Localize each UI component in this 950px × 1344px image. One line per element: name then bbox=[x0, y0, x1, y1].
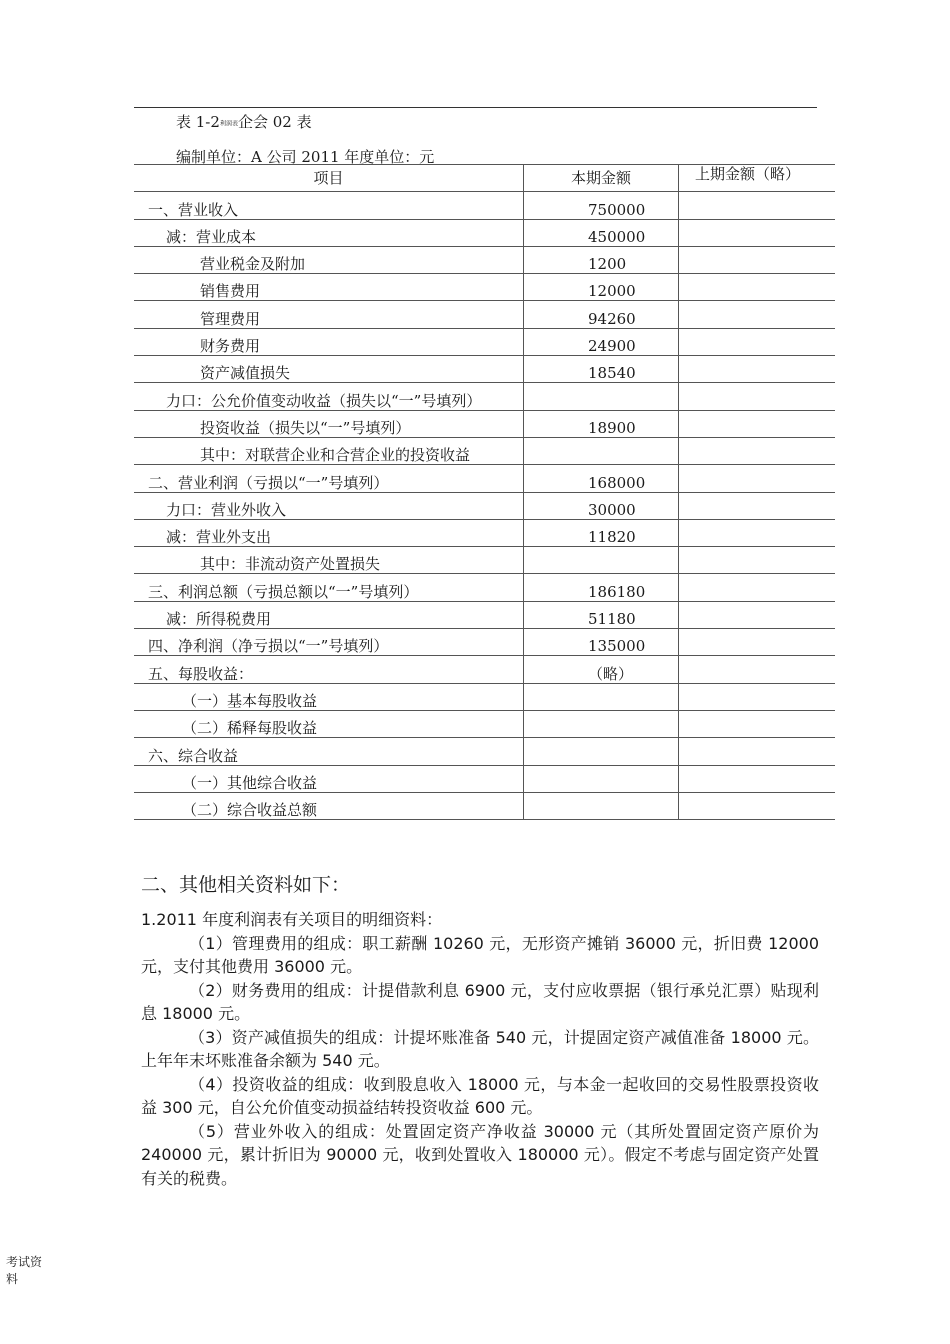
row-previous-amount bbox=[679, 519, 836, 546]
row-current-amount: 186180 bbox=[524, 574, 679, 601]
row-previous-amount bbox=[679, 601, 836, 628]
row-item-label: 管理费用 bbox=[134, 301, 524, 328]
table-row bbox=[134, 410, 835, 437]
row-current-amount bbox=[524, 547, 679, 574]
row-previous-amount bbox=[679, 547, 836, 574]
detail-paragraph: 1.2011 年度利润表有关项目的明细资料： bbox=[141, 910, 443, 929]
section-heading: 二、其他相关资料如下： bbox=[141, 874, 351, 896]
row-item-label: 减：营业成本 bbox=[134, 219, 524, 246]
row-previous-amount bbox=[679, 710, 836, 737]
row-current-amount: 135000 bbox=[524, 629, 679, 656]
row-previous-amount bbox=[679, 192, 836, 219]
row-current-amount: 51180 bbox=[524, 601, 679, 628]
header-current-amount: 本期金额 bbox=[524, 165, 679, 192]
table-row bbox=[134, 274, 835, 301]
row-current-amount: （略） bbox=[524, 656, 679, 683]
row-current-amount bbox=[524, 437, 679, 464]
row-previous-amount bbox=[679, 328, 836, 355]
table-name-small: 利润表 bbox=[219, 120, 238, 128]
table-row bbox=[134, 465, 835, 492]
table-row bbox=[134, 656, 835, 683]
row-current-amount: 30000 bbox=[524, 492, 679, 519]
table-row bbox=[134, 629, 835, 656]
row-item-label: 四、净利润（净亏损以“一”号填列） bbox=[134, 629, 524, 656]
row-item-label: 力口：公允价值变动收益（损失以“一”号填列） bbox=[134, 383, 524, 410]
table-row bbox=[134, 301, 835, 328]
detail-paragraph: （2）财务费用的组成：计提借款利息 6900 元，支付应收票据（银行承兑汇票）贴现利息 18000 元。 bbox=[141, 980, 819, 1023]
table-row bbox=[134, 492, 835, 519]
row-item-label: 资产减值损失 bbox=[134, 356, 524, 383]
table-row bbox=[134, 356, 835, 383]
row-previous-amount bbox=[679, 465, 836, 492]
table-row bbox=[134, 738, 835, 765]
row-previous-amount bbox=[679, 738, 836, 765]
row-current-amount bbox=[524, 765, 679, 792]
detail-paragraph: （5）营业外收入的组成：处置固定资产净收益 30000 元（其所处置固定资产原价为 240000 元，累计折旧为 90000 元，收到处置收入 180000 元）。假定不考虑与固定资产处置有关的税费。 bbox=[141, 1121, 819, 1188]
detail-paragraph: （4）投资收益的组成：收到股息收入 18000 元，与本金一起收回的交易性股票投资收益 300 元，自公允价值变动损益结转投资收益 600 元。 bbox=[141, 1074, 819, 1117]
row-item-label: 投资收益（损失以“一”号填列） bbox=[134, 410, 524, 437]
table-row bbox=[134, 792, 835, 819]
table-row bbox=[134, 601, 835, 628]
table-row bbox=[134, 328, 835, 355]
row-previous-amount bbox=[679, 792, 836, 819]
row-item-label: 力口：营业外收入 bbox=[134, 492, 524, 519]
row-item-label: 销售费用 bbox=[134, 274, 524, 301]
row-previous-amount bbox=[679, 356, 836, 383]
table-row bbox=[134, 246, 835, 273]
table-row bbox=[134, 547, 835, 574]
row-previous-amount bbox=[679, 301, 836, 328]
table-row bbox=[134, 437, 835, 464]
row-item-label: 其中：非流动资产处置损失 bbox=[134, 547, 524, 574]
row-previous-amount bbox=[679, 574, 836, 601]
row-current-amount bbox=[524, 383, 679, 410]
row-previous-amount bbox=[679, 410, 836, 437]
row-current-amount: 18540 bbox=[524, 356, 679, 383]
table-row bbox=[134, 710, 835, 737]
table-row bbox=[134, 519, 835, 546]
header-previous-amount: 上期金额（略） bbox=[679, 165, 836, 192]
row-current-amount: 168000 bbox=[524, 465, 679, 492]
table-row bbox=[134, 219, 835, 246]
row-current-amount: 1200 bbox=[524, 246, 679, 273]
footer-label: 考试资料 bbox=[6, 1255, 43, 1286]
row-current-amount: 750000 bbox=[524, 192, 679, 219]
row-item-label: 减：营业外支出 bbox=[134, 519, 524, 546]
row-item-label: （二）综合收益总额 bbox=[134, 792, 524, 819]
row-item-label: 财务费用 bbox=[134, 328, 524, 355]
row-current-amount: 18900 bbox=[524, 410, 679, 437]
row-previous-amount bbox=[679, 246, 836, 273]
row-item-label: （二）稀释每股收益 bbox=[134, 710, 524, 737]
income-statement-table bbox=[134, 164, 835, 820]
table-row bbox=[134, 383, 835, 410]
table-row bbox=[134, 574, 835, 601]
row-item-label: 五、每股收益： bbox=[134, 656, 524, 683]
row-item-label: 营业税金及附加 bbox=[134, 246, 524, 273]
table-caption bbox=[176, 111, 312, 132]
row-current-amount: 24900 bbox=[524, 328, 679, 355]
table-number: 表 1-2 bbox=[176, 113, 220, 131]
header-item: 项目 bbox=[134, 165, 524, 192]
row-current-amount bbox=[524, 683, 679, 710]
row-current-amount bbox=[524, 738, 679, 765]
row-current-amount: 11820 bbox=[524, 519, 679, 546]
row-previous-amount bbox=[679, 274, 836, 301]
row-current-amount bbox=[524, 710, 679, 737]
prepared-by-line: 编制单位：A 公司 2011 年度单位：元 bbox=[176, 148, 435, 166]
table-row bbox=[134, 765, 835, 792]
row-previous-amount bbox=[679, 437, 836, 464]
row-item-label: 三、利润总额（亏损总额以“一”号填列） bbox=[134, 574, 524, 601]
table-header-row bbox=[134, 165, 835, 192]
row-previous-amount bbox=[679, 492, 836, 519]
row-current-amount: 12000 bbox=[524, 274, 679, 301]
table-code: 企会 02 表 bbox=[237, 113, 312, 131]
row-previous-amount bbox=[679, 656, 836, 683]
detail-paragraph: （1）管理费用的组成：职工薪酬 10260 元，无形资产摊销 36000 元，折旧费 12000 元，支付其他费用 36000 元。 bbox=[141, 933, 819, 976]
row-previous-amount bbox=[679, 383, 836, 410]
table-top-rule bbox=[134, 107, 817, 108]
row-item-label: 六、综合收益 bbox=[134, 738, 524, 765]
row-item-label: （一）基本每股收益 bbox=[134, 683, 524, 710]
row-previous-amount bbox=[679, 765, 836, 792]
row-previous-amount bbox=[679, 683, 836, 710]
row-item-label: 减：所得税费用 bbox=[134, 601, 524, 628]
row-current-amount: 94260 bbox=[524, 301, 679, 328]
table-row bbox=[134, 192, 835, 219]
detail-paragraph: （3）资产减值损失的组成：计提坏账准备 540 元，计提固定资产减值准备 18000 元。上年年末坏账准备余额为 540 元。 bbox=[141, 1027, 819, 1070]
row-current-amount bbox=[524, 792, 679, 819]
row-item-label: 二、营业利润（亏损以“一”号填列） bbox=[134, 465, 524, 492]
row-previous-amount bbox=[679, 219, 836, 246]
row-item-label: 其中：对联营企业和合营企业的投资收益 bbox=[134, 437, 524, 464]
row-current-amount: 450000 bbox=[524, 219, 679, 246]
row-item-label: 一、营业收入 bbox=[134, 192, 524, 219]
row-previous-amount bbox=[679, 629, 836, 656]
row-item-label: （一）其他综合收益 bbox=[134, 765, 524, 792]
detail-paragraphs bbox=[141, 908, 819, 1190]
table-row bbox=[134, 683, 835, 710]
